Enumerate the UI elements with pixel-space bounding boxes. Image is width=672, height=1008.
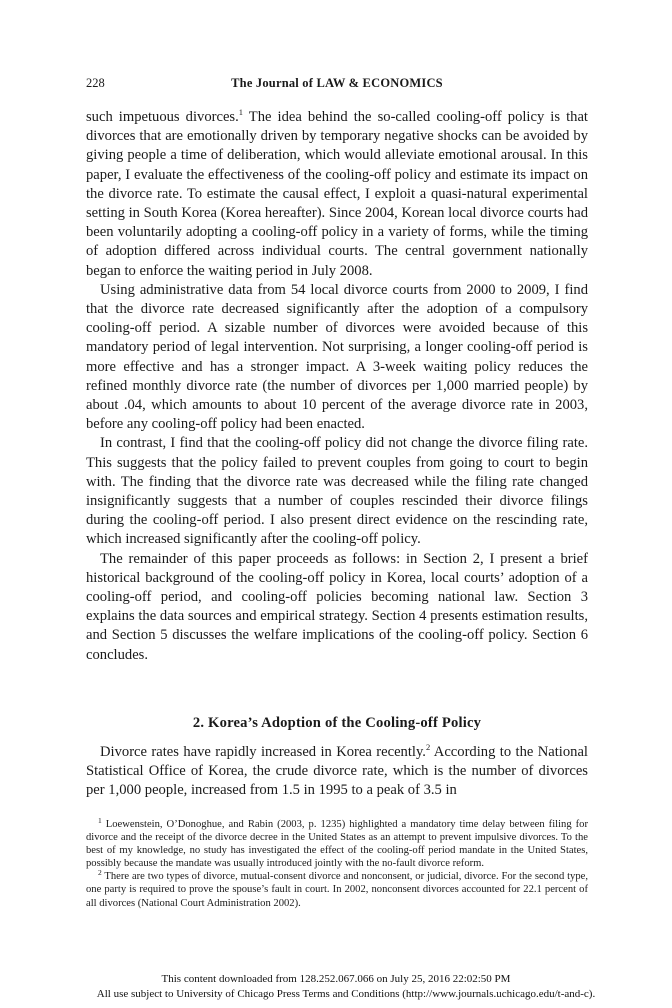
paragraph-1-rest: The idea behind the so-called cooling-off policy is that divorces that are emotionally driven by temporary negative shocks can be avoided by giving people a time of deliberation, which would alleviate emotional arousal. In this paper, I evaluate the effectiveness of the cooling-off policy and estimate its impact on the divorce rate. To estimate the causal effect, I exploit a quasi-natural experimental setting in South Korea (Korea hereafter). Since 2004, Korean local divorce courts had been voluntarily adopting a cooling-off policy in a variety of forms, while the timing of adoption differed across individual courts. The central government nationally began to enforce the waiting period in July 2008. <box>86 109 588 279</box>
section-paragraph-lead: Divorce rates have rapidly increased in Korea recently. <box>100 744 426 760</box>
footnote-1-text: Loewenstein, O’Donoghue, and Rabin (2003, p. 1235) highlighted a mandatory time delay between filing for divorce and the receipt of the divorce decree in the United States as an attempt to prevent impulsive divorces. To the best of my knowledge, no study has investigated the effect of the cooling-off period mandate in the United States, possibly because the mandate was usually introduced jointly with the no-fault divorce reform. <box>86 819 588 870</box>
footnote-ref-1[interactable]: 1 <box>238 107 244 117</box>
footnote-ref-2[interactable]: 2 <box>425 742 431 752</box>
download-notice-line-2[interactable]: All use subject to University of Chicago Press Terms and Conditions (http://www.journals.uchicago.edu/t-and-c). <box>96 988 596 1000</box>
main-body-text <box>86 108 588 665</box>
paragraph-2: Using administrative data from 54 local divorce courts from 2000 to 2009, I find that the divorce rate decreased significantly after the adoption of a compulsory cooling-off period. A sizable number of divorces were avoided because of this mandatory period of legal intervention. Not surprising, a longer cooling-off period is more effective and has a stronger impact. A 3-week waiting policy reduces the refined monthly divorce rate (the number of divorces per 1,000 married people) by about .04, which amounts to about 10 percent of the average divorce rate in 2003, before any cooling-off policy had been enacted. <box>86 281 588 433</box>
footnote-1 <box>86 818 588 870</box>
section-paragraph <box>86 743 588 801</box>
section-heading: 2. Korea’s Adoption of the Cooling-off Policy <box>192 715 482 731</box>
download-notice <box>0 972 672 1002</box>
page-number: 228 <box>86 76 105 90</box>
section-body-text <box>86 743 588 801</box>
download-notice-line-1: This content downloaded from 128.252.067.066 on July 25, 2016 22:02:50 PM <box>161 973 511 985</box>
footnote-1-marker: 1 <box>98 816 102 825</box>
footnote-2-marker: 2 <box>98 868 102 878</box>
journal-title: The Journal of LAW & ECONOMICS <box>231 76 443 90</box>
running-header <box>86 76 588 94</box>
paragraph-1 <box>86 108 588 281</box>
section-paragraph-rest: According to the National Statistical Office of Korea, the crude divorce rate, which is the number of divorces per 1,000 people, increased from 1.5 in 1995 to a peak of 3.5 in <box>86 744 588 799</box>
footnote-2-text: There are two types of divorce, mutual-consent divorce and nonconsent, or judicial, divorce. For the second type, one party is required to prove the spouse’s fault in court. In 2002, nonconsent divorces accounted for 22.1 percent of all divorces (National Court Administration 2002). <box>86 871 588 909</box>
footnotes <box>86 818 588 910</box>
paragraph-4: The remainder of this paper proceeds as follows: in Section 2, I present a brief historical background of the cooling-off policy in Korea, local courts’ adoption of a cooling-off period, and cooling-off policies becoming national law. Section 3 explains the data sources and empirical strategy. Section 4 presents estimation results, and Section 5 discusses the welfare implications of the cooling-off policy. Section 6 concludes. <box>86 550 588 663</box>
footnote-2 <box>86 870 588 909</box>
paragraph-1-lead: such impetuous divorces. <box>86 109 239 125</box>
paragraph-3: In contrast, I find that the cooling-off policy did not change the divorce filing rate. This suggests that the policy failed to prevent couples from going to court to begin with. The finding that the divorce rate was decreased while the filing rate changed insignificantly suggests that a number of couples rescinded their divorce filings during the cooling-off period. I also present direct evidence on the rescinding rate, which increased significantly after the cooling-off policy. <box>86 435 588 548</box>
